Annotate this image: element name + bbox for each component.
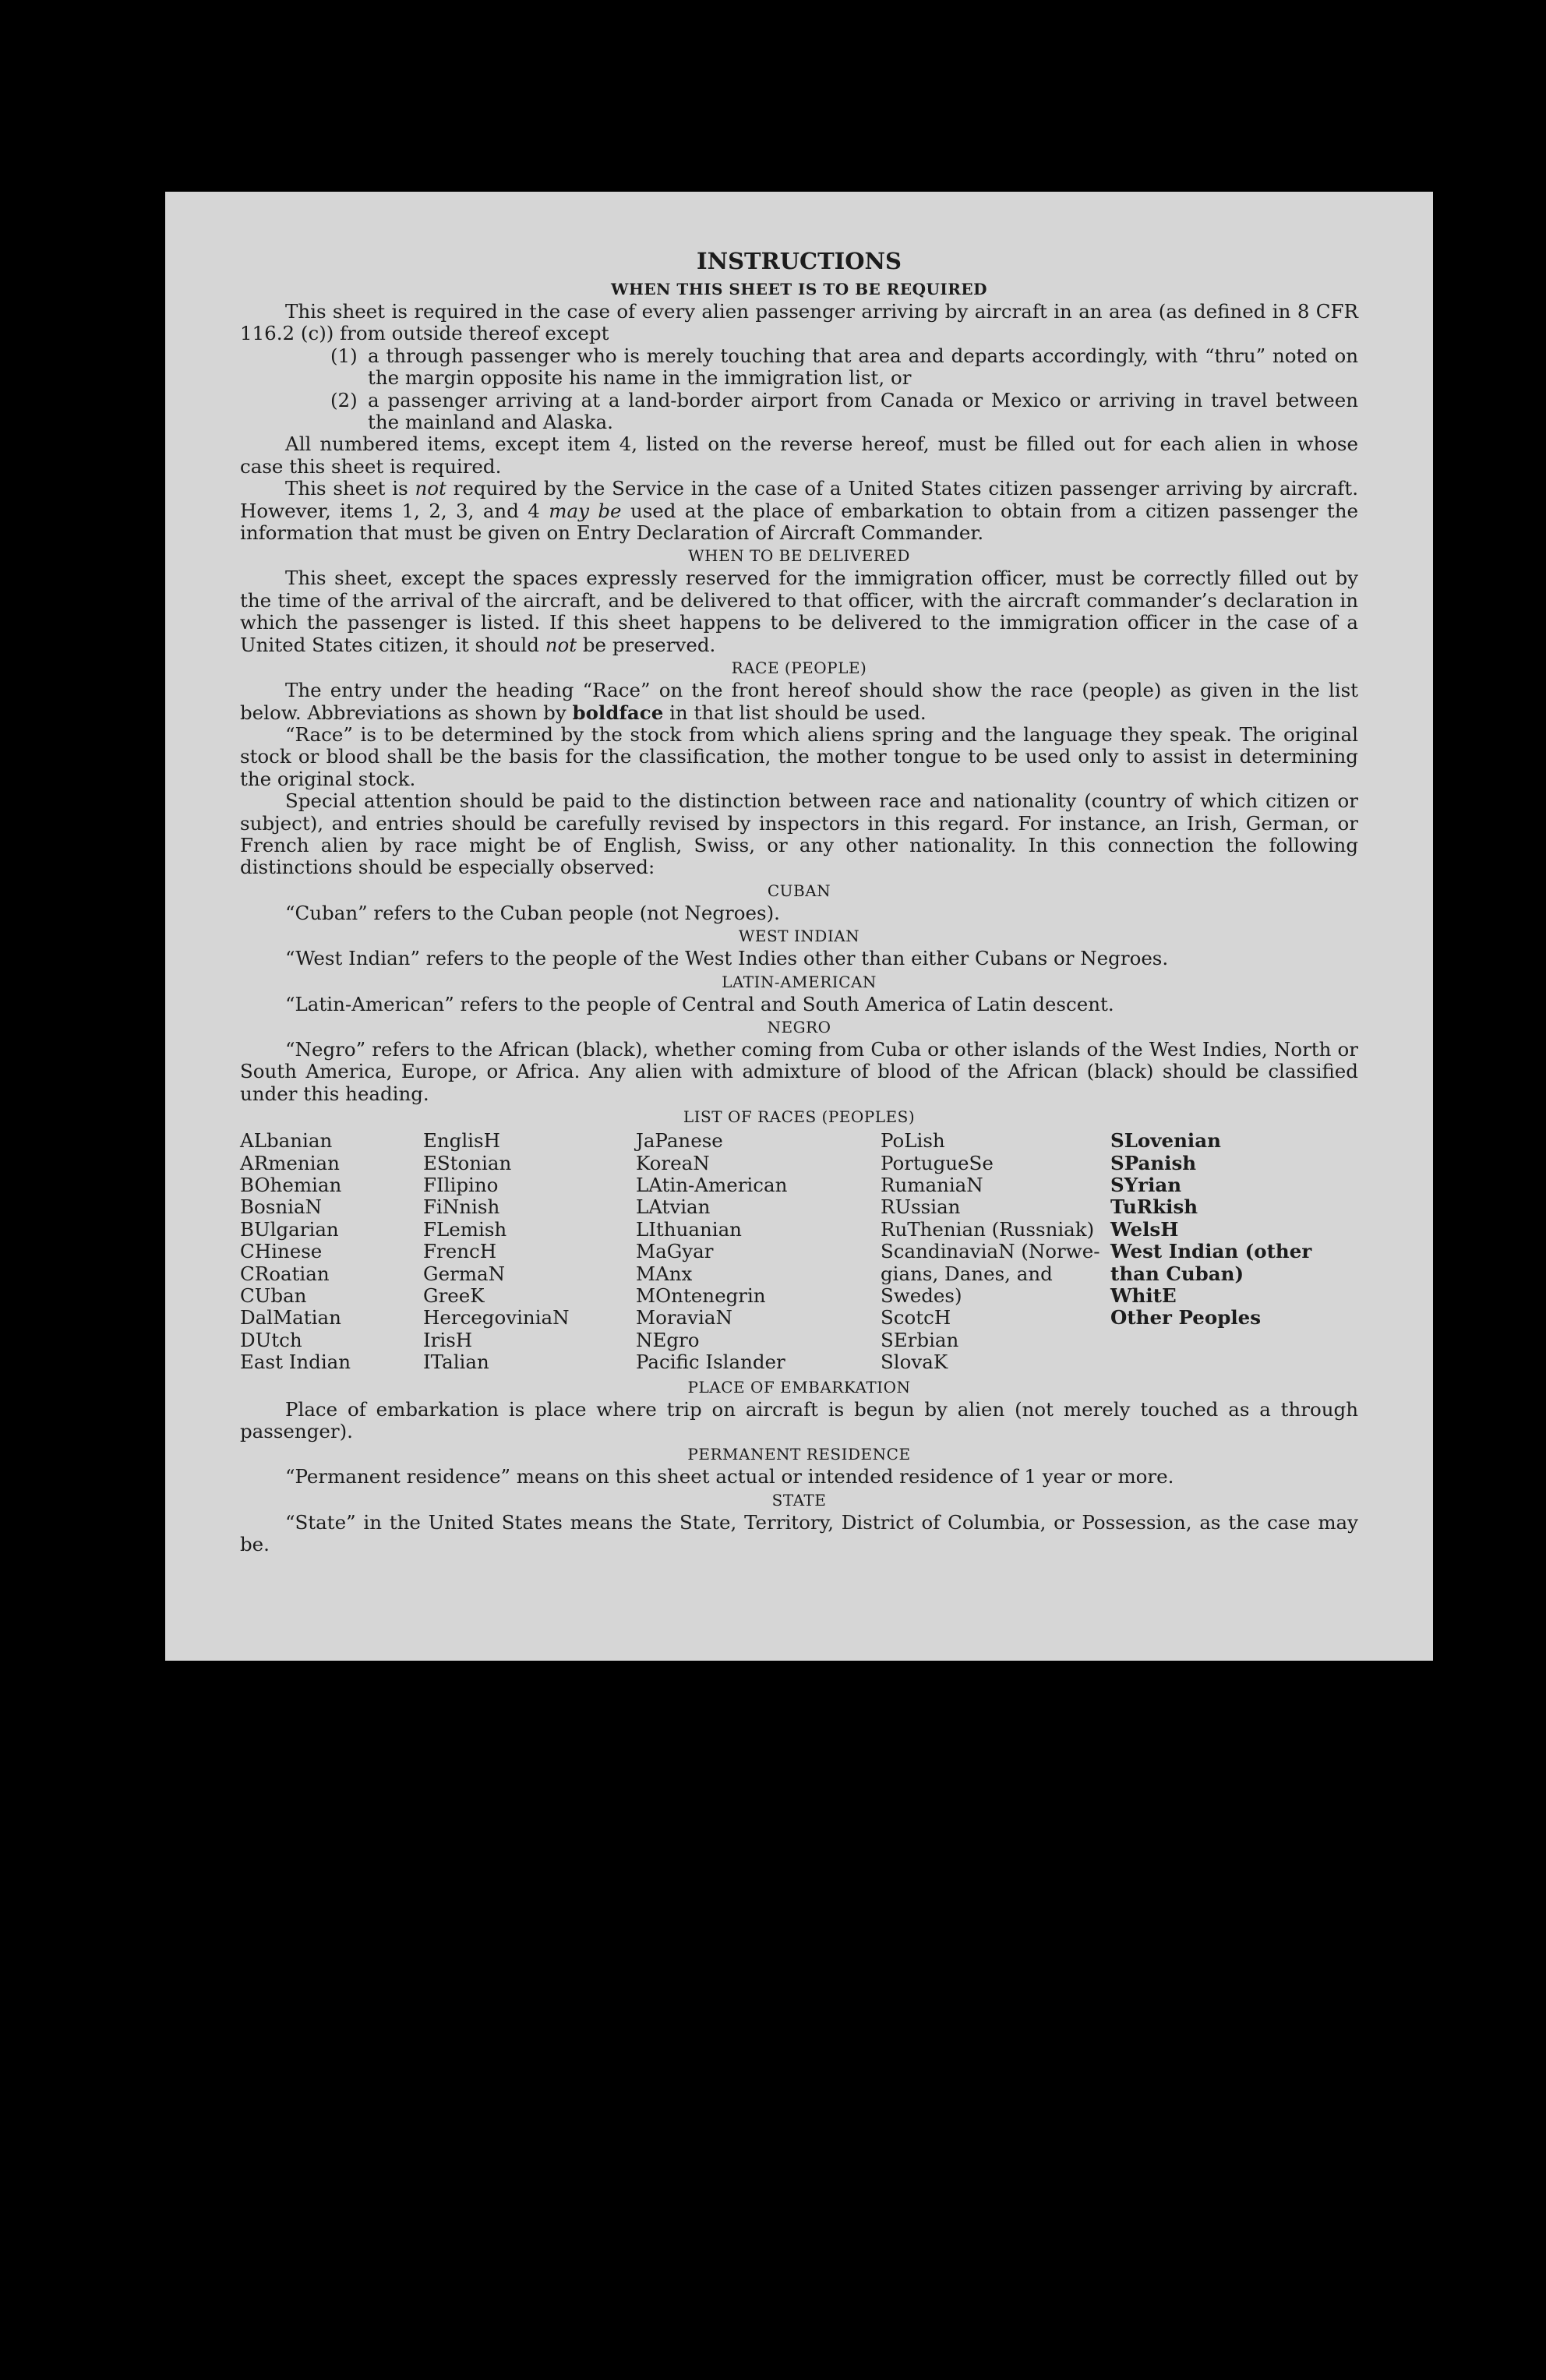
when-required-intro: This sheet is required in the case of every alien passenger arriving by aircraft in an area (as defined in 8 CFR 116.2 (c)) from outside thereof except xyxy=(240,300,1358,345)
race-entry: FIlipino xyxy=(423,1174,499,1196)
heading-when-delivered: WHEN TO BE DELIVERED xyxy=(688,546,910,566)
race-entry: SErbian xyxy=(881,1328,959,1351)
delivery-paragraph xyxy=(240,567,1358,656)
numbered-items-paragraph: All numbered items, except item 4, listed on the reverse hereof, must be filled out for each alien in whose case this sheet is required. xyxy=(240,433,1358,478)
races-column-1 xyxy=(240,1130,423,1373)
race-paragraph-1-boldface: boldface xyxy=(572,701,664,724)
race-paragraph-1-part-a: The entry under the heading “Race” on the front hereof should show the race (people) as given in the list below. Abbreviations as shown by xyxy=(240,679,1358,724)
race-entry: WhitE xyxy=(1110,1284,1177,1308)
race-entry: RuThenian (Russniak) xyxy=(881,1217,1095,1241)
race-entry: LAtvian xyxy=(636,1195,711,1219)
race-entry: BOhemian xyxy=(240,1174,342,1196)
race-entry: SlovaK xyxy=(881,1351,948,1374)
heading-place-of-embarkation: PLACE OF EMBARKATION xyxy=(687,1377,911,1397)
races-column-2 xyxy=(423,1130,636,1373)
exception-item-text: a passenger arriving at a land-border airport from Canada or Mexico or arriving in travel between the mainland and Alaska. xyxy=(368,388,1358,434)
race-entry: EStonian xyxy=(423,1151,512,1174)
citizen-paragraph xyxy=(240,478,1358,544)
delivery-paragraph-part-a: This sheet, except the spaces expressly reserved for the immigration officer, must be correctly filled out by the time of the arrival of the aircraft, and be delivered to that officer, with the aircraft commander’s declaration in which the passenger is listed. If this sheet happens to be delivered to the immigration officer in the case of a United States citizen, it should xyxy=(240,567,1358,656)
race-entry: West Indian (other xyxy=(1110,1240,1312,1263)
race-entry: NEgro xyxy=(636,1328,700,1351)
race-entry: Pacific Islander xyxy=(636,1351,785,1374)
race-entry: BosniaN xyxy=(240,1195,322,1219)
race-entry: IrisH xyxy=(423,1328,473,1351)
race-entry: TuRkish xyxy=(1110,1195,1198,1219)
delivery-paragraph-not: not xyxy=(545,633,577,656)
exception-item-number: (1) xyxy=(330,344,358,367)
citizen-paragraph-part-a: This sheet is xyxy=(285,477,415,500)
heading-race: RACE (PEOPLE) xyxy=(731,659,867,678)
race-entry: MOntenegrin xyxy=(636,1284,766,1308)
race-entry: Other Peoples xyxy=(1110,1306,1262,1329)
race-paragraph-1-part-b: in that list should be used. xyxy=(663,701,927,724)
race-entry: DUtch xyxy=(240,1328,302,1351)
race-entry: East Indian xyxy=(240,1351,351,1374)
race-entry: CRoatian xyxy=(240,1262,330,1285)
races-column-3 xyxy=(636,1130,881,1373)
heading-west-indian: WEST INDIAN xyxy=(738,927,860,946)
race-entry: FrencH xyxy=(423,1240,497,1263)
race-entry: JaPanese xyxy=(636,1129,723,1153)
race-entry: PoLish xyxy=(881,1129,945,1153)
race-entry: CUban xyxy=(240,1284,307,1308)
race-paragraph-1 xyxy=(240,680,1358,724)
cuban-definition: “Cuban” refers to the Cuban people (not Negroes). xyxy=(285,901,780,924)
race-entry: Swedes) xyxy=(881,1284,962,1308)
heading-list-of-races: LIST OF RACES (PEOPLES) xyxy=(683,1107,916,1127)
document-sheet xyxy=(165,192,1433,1661)
race-entry: FiNnish xyxy=(423,1195,500,1219)
race-entry: KoreaN xyxy=(636,1151,710,1174)
race-entry: WelsH xyxy=(1110,1217,1179,1241)
negro-definition: “Negro” refers to the African (black), whether coming from Cuba or other islands of the West Indies, North or South America, Europe, or Africa. Any alien with admixture of blood of the African (black) should be classified under this heading. xyxy=(240,1037,1358,1105)
place-of-embarkation-definition: Place of embarkation is place where trip on aircraft is begun by alien (not merely touched as a through passenger). xyxy=(240,1397,1358,1443)
race-entry: MoraviaN xyxy=(636,1306,732,1329)
exception-item-number: (2) xyxy=(330,388,358,411)
race-entry: LIthuanian xyxy=(636,1217,742,1241)
citizen-paragraph-not: not xyxy=(415,477,447,500)
race-entry: BUlgarian xyxy=(240,1217,339,1241)
races-list xyxy=(240,1130,1358,1373)
exception-item-1 xyxy=(330,345,1358,390)
exception-item-text: a through passenger who is merely touching that area and departs accordingly, with “thru” noted on the margin opposite his name in the immigration list, or xyxy=(368,344,1358,390)
heading-negro: NEGRO xyxy=(767,1017,831,1036)
race-entry: gians, Danes, and xyxy=(881,1262,1053,1285)
race-entry: DalMatian xyxy=(240,1306,341,1329)
heading-state: STATE xyxy=(771,1490,827,1510)
citizen-paragraph-may-be: may be xyxy=(549,499,622,522)
race-entry: FLemish xyxy=(423,1217,507,1241)
race-entry: RumaniaN xyxy=(881,1174,983,1196)
heading-cuban: CUBAN xyxy=(767,881,831,900)
race-paragraph-3: Special attention should be paid to the distinction between race and nationality (country of which citizen or subject), and entries should be carefully revised by inspectors in this regard. For instance, an Irish, German, or French alien by race might be of English, Swiss, or any other nationality. In this connection the following distinctions should be especially observed: xyxy=(240,789,1358,879)
race-paragraph-2: “Race” is to be determined by the stock from which aliens spring and the language they speak. The original stock or blood shall be the basis for the classification, the mother tongue to be used only to assist in determining the original stock. xyxy=(240,722,1358,790)
permanent-residence-definition: “Permanent residence” means on this sheet actual or intended residence of 1 year or more. xyxy=(285,1465,1174,1488)
race-entry: ScandinaviaN (Norwe- xyxy=(881,1240,1100,1263)
race-entry: EnglisH xyxy=(423,1129,500,1153)
races-column-5 xyxy=(1110,1130,1321,1373)
citizen-paragraph-part-c: used at the place of embarkation to obtain from a citizen passenger the information that must be given on Entry Declaration of Aircraft Commander. xyxy=(240,499,1358,545)
race-entry: SLovenian xyxy=(1110,1129,1221,1153)
citizen-paragraph-part-b: required by the Service in the case of a United States citizen passenger arriving by aircraft. However, items 1, 2, 3, and 4 xyxy=(240,477,1358,522)
race-entry: SPanish xyxy=(1110,1151,1197,1174)
race-entry: SYrian xyxy=(1110,1174,1182,1196)
race-entry: PortugueSe xyxy=(881,1151,994,1174)
race-entry: than Cuban) xyxy=(1110,1262,1244,1285)
race-entry: LAtin-American xyxy=(636,1174,788,1196)
race-entry: CHinese xyxy=(240,1240,323,1263)
race-entry: MaGyar xyxy=(636,1240,714,1263)
race-entry: ScotcH xyxy=(881,1306,951,1329)
race-entry: ALbanian xyxy=(240,1129,333,1153)
latin-american-definition: “Latin-American” refers to the people of Central and South America of Latin descent. xyxy=(285,992,1114,1015)
races-column-4 xyxy=(881,1130,1110,1373)
race-entry: RUssian xyxy=(881,1195,961,1219)
delivery-paragraph-part-b: be preserved. xyxy=(577,633,716,656)
heading-when-required: WHEN THIS SHEET IS TO BE REQUIRED xyxy=(611,280,987,298)
race-entry: GermaN xyxy=(423,1262,506,1285)
document-title: INSTRUCTIONS xyxy=(697,248,902,274)
race-entry: ITalian xyxy=(423,1351,489,1374)
heading-permanent-residence: PERMANENT RESIDENCE xyxy=(687,1445,911,1464)
race-entry: HercegoviniaN xyxy=(423,1306,570,1329)
west-indian-definition: “West Indian” refers to the people of the West Indies other than either Cubans or Negroes. xyxy=(285,947,1169,970)
race-entry: ARmenian xyxy=(240,1151,340,1174)
heading-latin-american: LATIN-AMERICAN xyxy=(722,972,877,991)
race-entry: GreeK xyxy=(423,1284,485,1308)
state-definition: “State” in the United States means the State, Territory, District of Columbia, or Possession, as the case may be. xyxy=(240,1510,1358,1556)
race-entry: MAnx xyxy=(636,1262,693,1285)
exception-item-2 xyxy=(330,390,1358,434)
